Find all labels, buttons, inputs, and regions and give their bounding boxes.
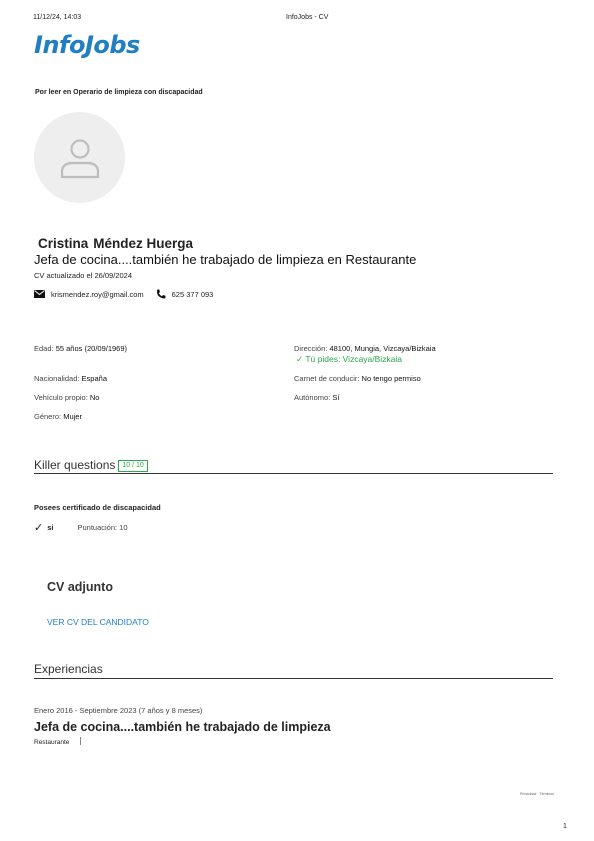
phone-icon [156,289,166,299]
separator [80,737,81,745]
phone-text[interactable]: 625 377 093 [171,289,214,299]
avatar-person-icon [59,136,101,180]
envelope-icon [34,290,45,298]
nationality-label: Nacionalidad: [34,374,80,383]
email-text[interactable]: krismendez.roy@gmail.com [51,289,144,299]
killer-questions-title: Killer questions [34,458,116,472]
section-divider [34,678,553,679]
experience-title: Experiencias [34,662,103,676]
nationality-field [34,374,107,383]
cv-attachment-title: CV adjunto [47,580,113,594]
license-field [294,374,421,383]
address-value: 48100, Mungia, Vizcaya/Bizkaia [329,344,436,353]
location-wish [296,354,402,365]
question-answer-row [34,521,128,534]
first-name: Cristina [38,236,89,251]
freelance-label: Autónomo: [294,393,331,402]
reading-status: Por leer en Operario de limpieza con discapacidad [35,89,203,96]
footer-links[interactable]: Privacidad · Términos [520,792,554,796]
view-cv-link[interactable]: VER CV DEL CANDIDATO [47,617,149,627]
killer-questions-heading [34,458,148,472]
question-title: Posees certificado de discapacidad [34,503,161,512]
address-field [294,344,436,353]
license-label: Carnet de conducir: [294,374,360,383]
answer-text: si [47,523,54,532]
company-name: Restaurante [34,739,70,746]
print-datetime: 11/12/24, 14:03 [33,14,82,21]
age-label: Edad: [34,344,54,353]
freelance-field [294,393,339,402]
cv-updated-date: CV actualizado el 26/09/2024 [34,271,132,280]
answer-check-icon: ✓ [34,522,44,534]
page-number: 1 [563,823,567,830]
check-icon: ✓ [296,354,304,364]
experience-job-title: Jefa de cocina....también he trabajado de limpieza [34,720,331,734]
print-doc-title: InfoJobs - CV [286,14,329,21]
license-value: No tengo permiso [361,374,421,383]
last-name: Méndez Huerga [93,236,194,251]
score-badge: 10 / 10 [118,460,147,472]
location-wish-text: Tú pides: Vizcaya/Bizkaia [305,354,403,364]
infojobs-logo[interactable]: InfoJobs [34,31,140,59]
age-value: 55 años (20/09/1969) [55,344,128,353]
answer-score: Puntuación: 10 [77,523,128,532]
freelance-value: Sí [332,393,340,402]
gender-label: Género: [34,412,62,421]
candidate-headline: Jefa de cocina....también he trabajado de limpieza en Restaurante [34,252,417,267]
age-field [34,344,127,353]
candidate-name [38,236,193,251]
experience-company [34,737,81,746]
nationality-value: España [81,374,107,383]
address-label: Dirección: [294,344,328,353]
vehicle-label: Vehículo propio: [34,393,88,402]
experience-dates: Enero 2016 - Septiembre 2023 (7 años y 8 meses) [34,706,203,715]
vehicle-field [34,393,99,402]
gender-value: Mujer [63,412,82,421]
contact-row [34,289,213,299]
vehicle-value: No [89,393,100,402]
avatar [34,112,125,203]
gender-field [34,412,82,421]
section-divider [34,473,553,474]
